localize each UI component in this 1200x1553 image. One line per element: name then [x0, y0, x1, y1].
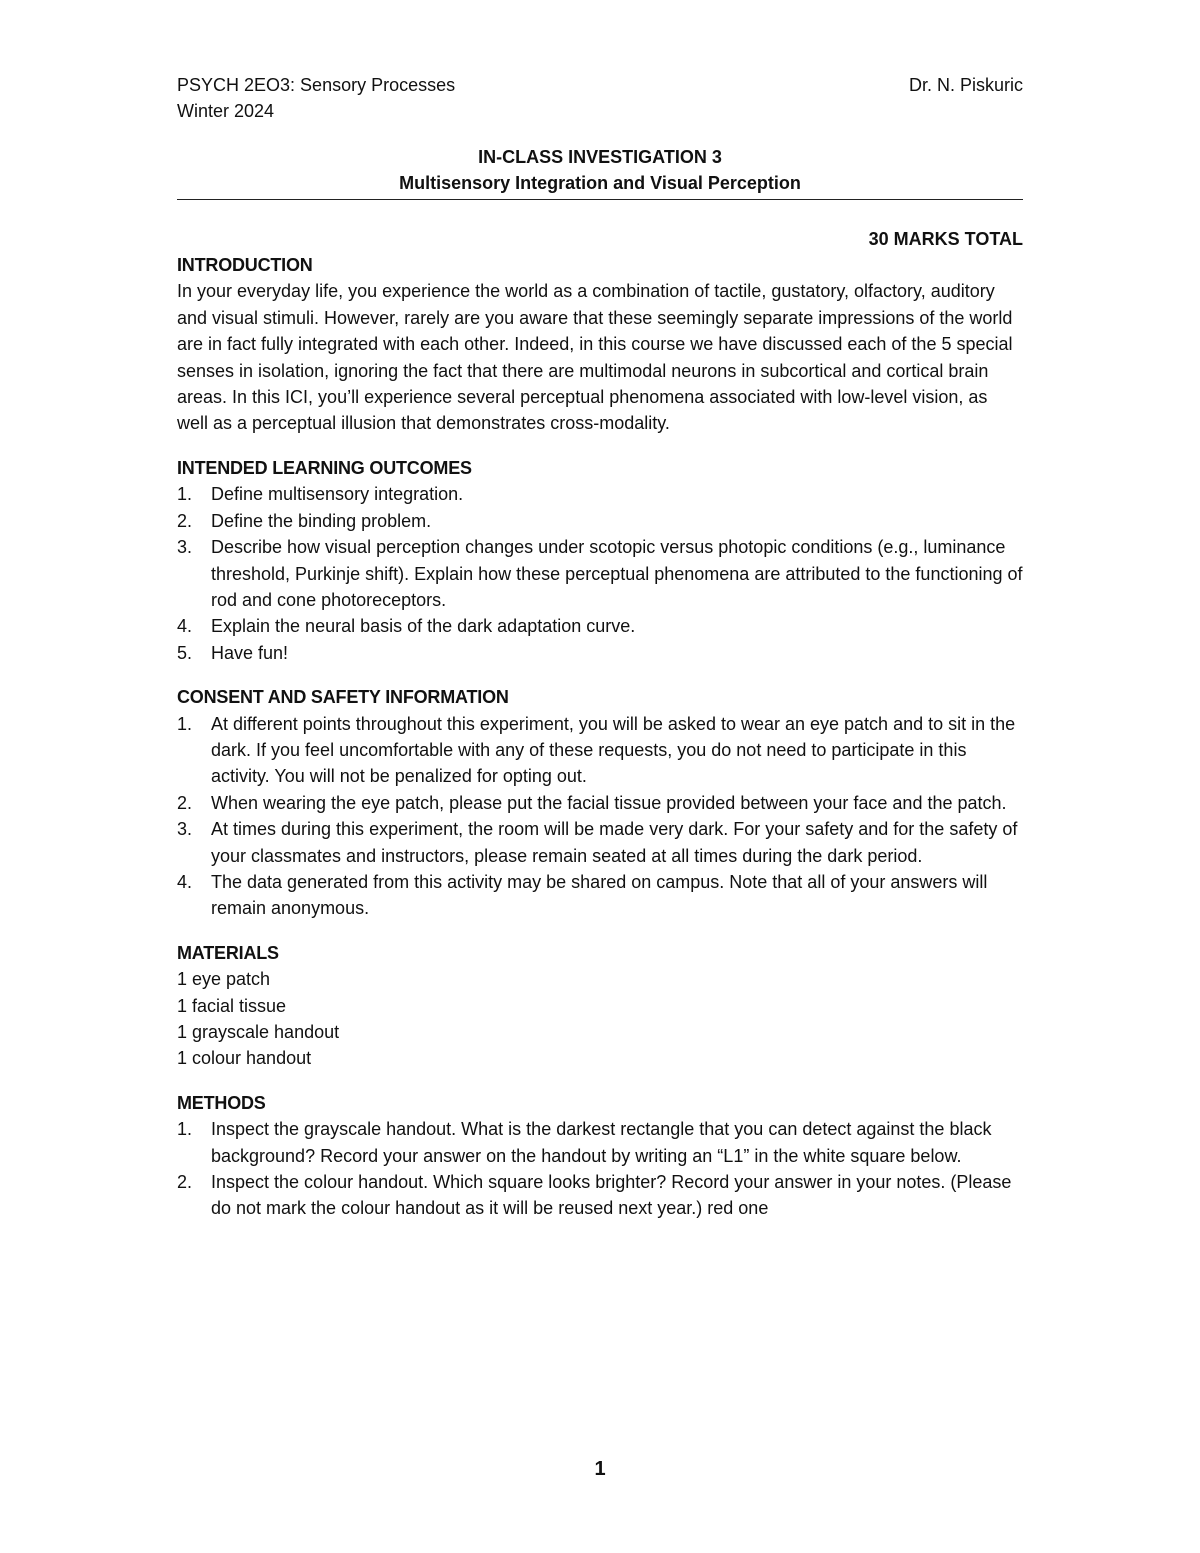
- list-item: [177, 481, 1023, 507]
- consent-heading: CONSENT AND SAFETY INFORMATION: [177, 687, 509, 708]
- instructor-name: Dr. N. Piskuric: [908, 75, 1023, 95]
- list-item: [177, 711, 1023, 790]
- item-number: 2.: [177, 792, 193, 813]
- list-item: [177, 613, 1023, 639]
- course-name: PSYCH 2EO3: Sensory Processes: [177, 75, 456, 95]
- marks-total: 30 MARKS TOTAL: [868, 228, 1023, 249]
- list-item: [177, 869, 1023, 922]
- item-number: 1.: [177, 484, 193, 505]
- materials-item: 1 eye patch: [177, 969, 271, 990]
- list-item: [177, 1116, 1023, 1169]
- title-line-2: Multisensory Integration and Visual Perception: [399, 173, 801, 194]
- term: Winter 2024: [177, 101, 275, 122]
- list-item: [177, 816, 1023, 869]
- item-text: At times during this experiment, the room will be made very dark. For your safety and for the safety of your classmates and instructors, please remain seated at all times during the dark period.: [211, 819, 1018, 866]
- consent-list: [177, 711, 1023, 922]
- item-text: At different points throughout this experiment, you will be asked to wear an eye patch and to sit in the dark. If you feel uncomfortable with any of these requests, you do not need to participate in this activity. You will not be penalized for opting out.: [211, 713, 1016, 787]
- outcomes-section: [177, 455, 1023, 666]
- document-page: [177, 72, 1023, 1222]
- consent-section: [177, 684, 1023, 922]
- methods-heading: METHODS: [177, 1092, 266, 1113]
- item-text: Describe how visual perception changes under scotopic versus photopic conditions (e.g., luminance threshold, Purkinje shift). Explain how these perceptual phenomena are attributed to the functioning of rod and cone photoreceptors.: [211, 537, 1023, 610]
- introduction-text: In your everyday life, you experience the world as a combination of tactile, gustatory, olfactory, auditory and visual stimuli. However, rarely are you aware that these seemingly separate impressions of the world are in fact fully integrated with each other. Indeed, in this course we have discussed each of the 5 special senses in isolation, ignoring the fact that there are multimodal neurons in subcortical and cortical brain areas. In this ICI, you’ll experience several perceptual phenomena associated with low-level vision, as well as a perceptual illusion that demonstrates cross-modality.: [177, 281, 1013, 434]
- materials-heading: MATERIALS: [177, 942, 279, 963]
- methods-section: [177, 1090, 1023, 1222]
- item-text: Inspect the grayscale handout. What is the darkest rectangle that you can detect against the black background? Record your answer on the handout by writing an “L1” in the white square below.: [211, 1119, 992, 1166]
- item-number: 1.: [177, 1119, 193, 1140]
- item-text: When wearing the eye patch, please put the facial tissue provided between your face and the patch.: [211, 792, 1007, 813]
- item-number: 5.: [177, 642, 193, 663]
- materials-item: 1 grayscale handout: [177, 1022, 340, 1042]
- item-text: The data generated from this activity may be shared on campus. Note that all of your answers will remain anonymous.: [211, 871, 988, 919]
- list-item: [177, 534, 1023, 613]
- item-text: Have fun!: [211, 642, 289, 663]
- item-number: 3.: [177, 819, 193, 840]
- item-number: 4.: [177, 871, 193, 892]
- item-text: Define the binding problem.: [211, 510, 432, 531]
- list-item: [177, 508, 1023, 534]
- introduction-section: [177, 252, 1023, 437]
- title-line-1: IN-CLASS INVESTIGATION 3: [478, 146, 722, 167]
- item-number: 2.: [177, 510, 193, 531]
- list-item: [177, 790, 1023, 816]
- item-number: 1.: [177, 713, 193, 734]
- materials-item: 1 facial tissue: [177, 995, 287, 1016]
- page-number: 1: [594, 1458, 606, 1480]
- outcomes-list: [177, 481, 1023, 666]
- document-title: [177, 144, 1023, 197]
- item-number: 2.: [177, 1172, 193, 1193]
- list-item: [177, 640, 1023, 666]
- list-item: [177, 1169, 1023, 1222]
- item-text: Inspect the colour handout. Which square looks brighter? Record your answer in your notes. (Please do not mark the colour handout as it will be reused next year.) red one: [211, 1172, 1012, 1219]
- item-number: 4.: [177, 616, 193, 637]
- materials-item: 1 colour handout: [177, 1048, 312, 1069]
- outcomes-heading: INTENDED LEARNING OUTCOMES: [177, 457, 472, 478]
- title-divider: [177, 199, 1023, 200]
- page-header: [177, 72, 1023, 98]
- methods-list: [177, 1116, 1023, 1222]
- item-text: Define multisensory integration.: [211, 484, 464, 505]
- materials-section: [177, 940, 1023, 1072]
- item-text: Explain the neural basis of the dark adaptation curve.: [211, 616, 636, 637]
- introduction-heading: INTRODUCTION: [177, 255, 313, 276]
- item-number: 3.: [177, 537, 193, 558]
